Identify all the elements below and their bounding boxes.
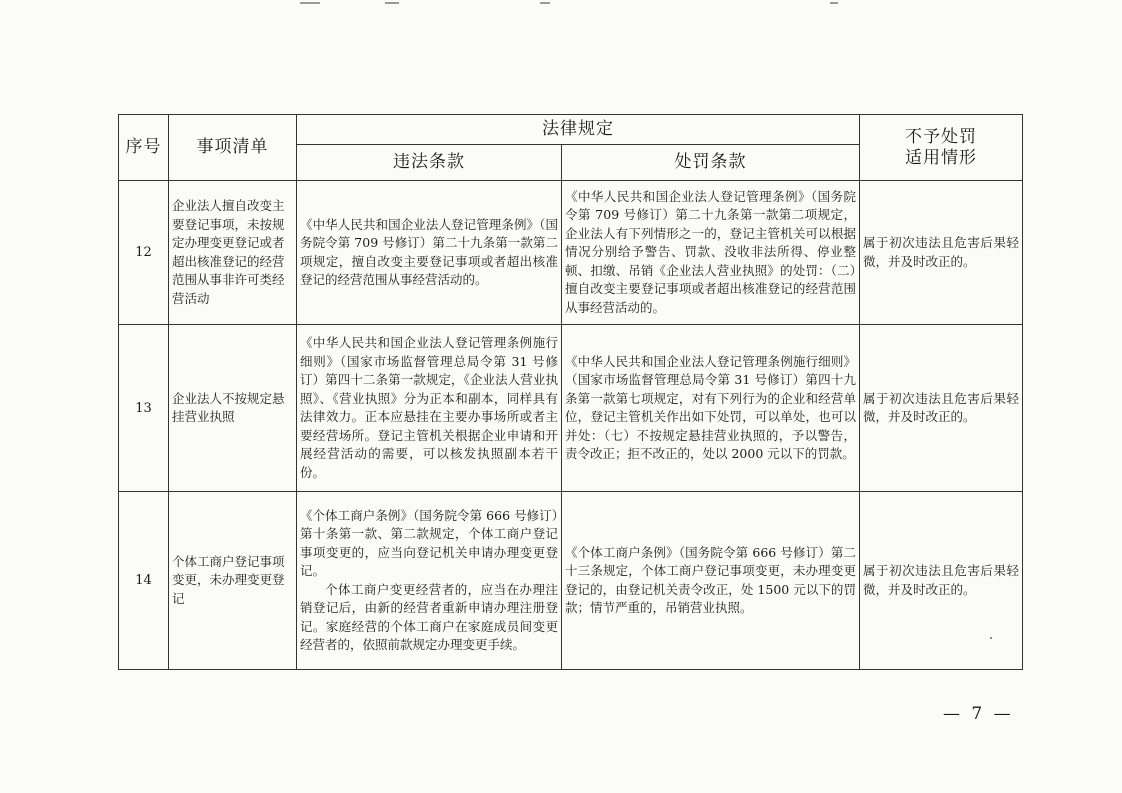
row-penalty: [562, 325, 860, 492]
row-seq: 14: [119, 492, 169, 670]
violation-paragraph: 《中华人民共和国企业法人登记管理条例》（国务院令第 709 号修订）第二十九条第一款第二项规定，擅自改变主要登记事项或者超出核准登记的经营范围从事经营活动的。: [300, 216, 558, 287]
header-exempt-line1: 不予处罚: [905, 126, 977, 147]
scan-specks: [300, 2, 860, 5]
header-seq: 序号: [119, 115, 169, 181]
row-violation: [297, 325, 562, 492]
row-violation: [297, 181, 562, 325]
table-row: [119, 181, 1023, 325]
penalty-paragraph: 《个体工商户条例》（国务院令第 666 号修订）第二十三条规定，个体工商户登记事项变更，未办理变更登记的，由登记机关责令改正，处 1500 元以下的罚款；情节严重的，吊销营业执照。: [565, 544, 856, 615]
row-item: 个体工商户登记事项变更，未办理变更登记: [169, 492, 297, 670]
penalty-paragraph: 《中华人民共和国企业法人登记管理条例》（国务院令第 709 号修订）第二十九条第一款第二项规定，企业法人有下列情形之一的，登记主管机关可以根据情况分别给予警告、罚款、没收非法所得、停业整顿、扣缴、吊销《企业法人营业执照》的处罚：（二）擅自改变主要登记事项或者超出核准登记的经营范围从事经营活动的。: [565, 188, 856, 315]
regulation-table: [118, 114, 1023, 670]
row-item: 企业法人擅自改变主要登记事项，未按规定办理变更登记或者超出核准登记的经营范围从事非许可类经营活动: [169, 181, 297, 325]
row-exempt: 属于初次违法且危害后果轻微，并及时改正的。: [860, 325, 1023, 492]
violation-paragraph: 《个体工商户条例》（国务院令第 666 号修订）第十条第一款、第二款规定，个体工商户登记事项变更的，应当向登记机关申请办理变更登记。: [300, 507, 558, 578]
penalty-paragraph: 《中华人民共和国企业法人登记管理条例施行细则》（国家市场监督管理总局令第 31 号修订）第四十九条第一款第七项规定，对有下列行为的企业和经营单位，登记主管机关作出如下处罚，可以单处，也可以并处：（七）不按规定悬挂营业执照的，予以警告，责令改正；拒不改正的，处以 2000 元以下的罚款。: [565, 353, 856, 461]
row-violation: [297, 492, 562, 670]
header-exempt-line2: 适用情形: [905, 147, 977, 168]
row-seq: 13: [119, 325, 169, 492]
header-items: 事项清单: [169, 115, 297, 181]
row-item: 企业法人不按规定悬挂营业执照: [169, 325, 297, 492]
row-penalty: [562, 492, 860, 670]
violation-paragraph: 个体工商户变更经营者的，应当在办理注销登记后，由新的经营者重新申请办理注册登记。家庭经营的个体工商户在家庭成员间变更经营者的，依照前款规定办理变更手续。: [300, 581, 558, 652]
header-legal: 法律规定: [297, 115, 860, 145]
table-row: [119, 492, 1023, 670]
page-number: — 7 —: [943, 704, 1014, 724]
row-exempt: 属于初次违法且危害后果轻微，并及时改正的。: [860, 181, 1023, 325]
row-exempt: 属于初次违法且危害后果轻微，并及时改正的。: [860, 492, 1023, 670]
table-row: [119, 325, 1023, 492]
violation-paragraph: 《中华人民共和国企业法人登记管理条例施行细则》（国家市场监督管理总局令第 31 号修订）第四十二条第一款规定，《企业法人营业执照》、《营业执照》分为正本和副本，同样具有法律效力。正本应悬挂在主要办事场所或者主要经营场所。登记主管机关根据企业申请和开展经营活动的需要，可以核发执照副本若干份。: [300, 335, 558, 480]
row-seq: 12: [119, 181, 169, 325]
header-violation: 违法条款: [297, 145, 562, 181]
row-penalty: [562, 181, 860, 325]
scan-speck: [990, 637, 992, 639]
header-penalty: 处罚条款: [562, 145, 860, 181]
header-exempt: [860, 115, 1023, 181]
